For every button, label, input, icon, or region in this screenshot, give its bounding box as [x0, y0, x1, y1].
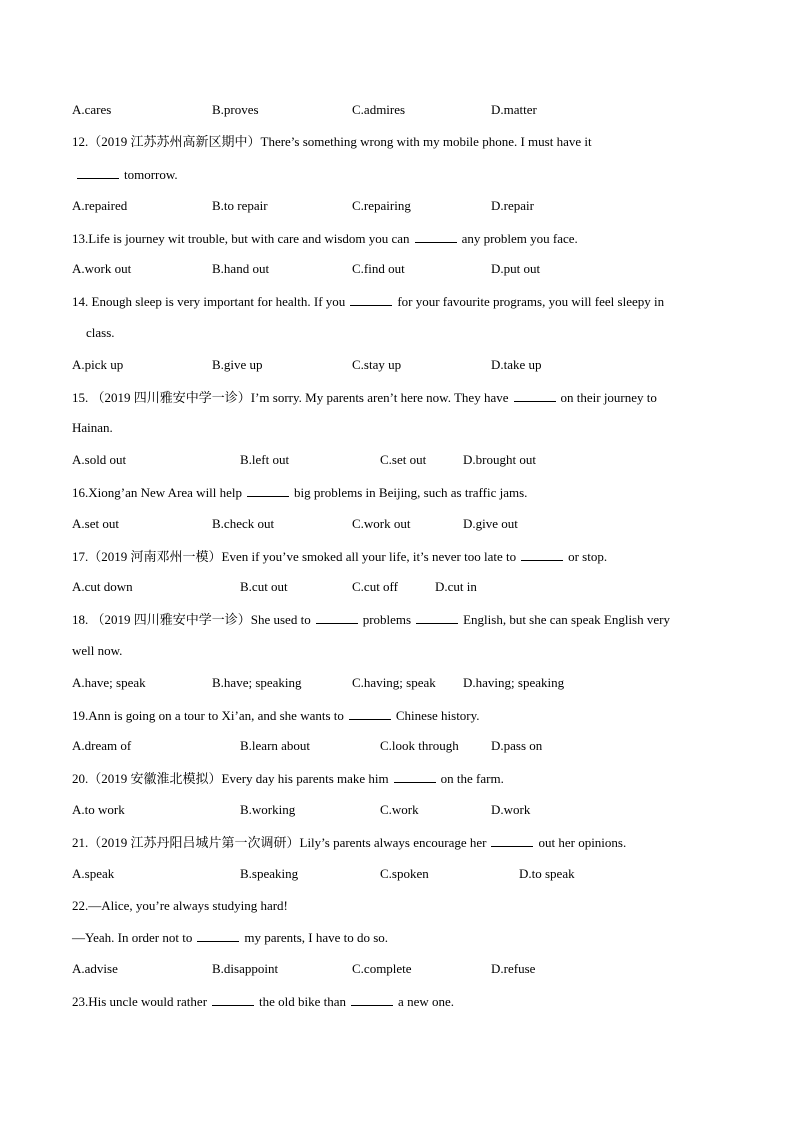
question-text: [86, 325, 115, 341]
answer-blank: [394, 770, 436, 783]
answer-option: B.speaking: [240, 866, 299, 881]
answer-option: B.to repair: [212, 198, 268, 213]
question-segment: 19.Ann is going on a tour to Xi’an, and she wants to: [72, 708, 344, 723]
answer-option: B.proves: [212, 102, 259, 117]
question-text: [72, 134, 592, 150]
answer-options: [0, 866, 794, 882]
answer-option: C.find out: [352, 261, 405, 276]
answer-option: D.having; speaking: [463, 675, 565, 690]
answer-blank: [77, 166, 119, 179]
question-segment: big problems in Beijing, such as traffic jams.: [294, 485, 528, 500]
answer-option: C.cut off: [352, 579, 398, 594]
question-text: [72, 230, 578, 246]
question-segment: problems: [362, 612, 412, 627]
answer-blank: [349, 707, 391, 720]
answer-blank: [415, 230, 457, 243]
question-text: [72, 770, 504, 786]
question-segment: for your favourite programs, you will feel sleepy in: [397, 294, 665, 309]
answer-options: [0, 516, 794, 532]
answer-blank: [212, 993, 254, 1006]
question-segment: English, but she can speak English very: [463, 612, 670, 627]
question-segment: 14. Enough sleep is very important for health. If you: [72, 294, 346, 309]
answer-option: D.take up: [491, 357, 542, 372]
answer-option: A.have; speak: [72, 675, 146, 690]
question-segment: 21.（2019 江苏丹阳吕城片第一次调研）Lily’s parents always encourage her: [72, 835, 487, 850]
answer-option: A.dream of: [72, 738, 132, 753]
answer-option: D.matter: [491, 102, 537, 117]
answer-option: D.put out: [491, 261, 541, 276]
answer-blank: [521, 548, 563, 561]
answer-option: B.left out: [240, 452, 290, 467]
answer-option: D.give out: [463, 516, 518, 531]
question-segment: my parents, I have to do so.: [244, 930, 389, 945]
answer-blank: [351, 993, 393, 1006]
answer-option: A.cut down: [72, 579, 133, 594]
answer-option: A.work out: [72, 261, 132, 276]
answer-option: B.learn about: [240, 738, 311, 753]
answer-option: A.set out: [72, 516, 119, 531]
question-text: [72, 898, 288, 914]
question-segment: the old bike than: [259, 994, 347, 1009]
question-segment: a new one.: [398, 994, 454, 1009]
question-segment: 13.Life is journey wit trouble, but with care and wisdom you can: [72, 231, 410, 246]
answer-option: C.repairing: [352, 198, 411, 213]
question-segment: —Yeah. In order not to: [72, 930, 193, 945]
question-text: [72, 643, 122, 659]
answer-option: A.repaired: [72, 198, 128, 213]
answer-option: D.cut in: [435, 579, 477, 594]
answer-options: [0, 452, 794, 468]
answer-option: B.disappoint: [212, 961, 279, 976]
answer-options: [0, 802, 794, 818]
question-text: [72, 834, 626, 850]
question-segment: 17.（2019 河南邓州一模）Even if you’ve smoked all your life, it’s never too late to: [72, 549, 517, 564]
answer-options: [0, 738, 794, 754]
answer-option: A.sold out: [72, 452, 127, 467]
answer-blank: [350, 293, 392, 306]
question-segment: 20.（2019 安徽淮北模拟）Every day his parents make him: [72, 771, 389, 786]
question-text: [72, 420, 113, 436]
answer-option: D.pass on: [491, 738, 543, 753]
answer-option: D.work: [491, 802, 531, 817]
answer-blank: [247, 484, 289, 497]
answer-option: B.working: [240, 802, 296, 817]
answer-blank: [491, 834, 533, 847]
answer-options: [0, 102, 794, 118]
question-segment: 15. （2019 四川雅安中学一诊）I’m sorry. My parents aren’t here now. They have: [72, 390, 509, 405]
question-segment: on the farm.: [440, 771, 504, 786]
question-segment: class.: [86, 325, 115, 340]
question-segment: well now.: [72, 643, 123, 658]
question-text: [72, 484, 527, 500]
question-segment: 12.（2019 江苏苏州高新区期中）There’s something wrong with my mobile phone. I must have it: [72, 134, 592, 149]
answer-option: C.look through: [380, 738, 459, 753]
answer-option: B.give up: [212, 357, 263, 372]
question-text: [72, 166, 178, 182]
answer-option: C.admires: [352, 102, 406, 117]
answer-options: [0, 198, 794, 214]
answer-option: B.cut out: [240, 579, 288, 594]
answer-option: C.set out: [380, 452, 427, 467]
question-text: [72, 707, 480, 723]
answer-option: A.speak: [72, 866, 115, 881]
question-segment: 18. （2019 四川雅安中学一诊）She used to: [72, 612, 311, 627]
answer-option: A.to work: [72, 802, 125, 817]
answer-option: D.refuse: [491, 961, 536, 976]
question-segment: 16.Xiong’an New Area will help: [72, 485, 243, 500]
answer-option: D.brought out: [463, 452, 536, 467]
answer-options: [0, 675, 794, 691]
answer-option: D.repair: [491, 198, 534, 213]
question-segment: 22.—Alice, you’re always studying hard!: [72, 898, 288, 913]
answer-option: C.complete: [352, 961, 412, 976]
answer-option: B.check out: [212, 516, 275, 531]
answer-option: C.stay up: [352, 357, 402, 372]
question-segment: tomorrow.: [124, 167, 178, 182]
question-segment: out her opinions.: [538, 835, 627, 850]
answer-option: C.having; speak: [352, 675, 436, 690]
answer-option: A.advise: [72, 961, 118, 976]
question-text: [72, 993, 454, 1009]
answer-option: C.work: [380, 802, 419, 817]
answer-options: [0, 261, 794, 277]
answer-option: B.hand out: [212, 261, 270, 276]
question-segment: or stop.: [568, 549, 608, 564]
answer-blank: [514, 389, 556, 402]
answer-option: C.work out: [352, 516, 411, 531]
answer-option: A.cares: [72, 102, 112, 117]
question-text: [72, 611, 670, 627]
question-segment: any problem you face.: [461, 231, 578, 246]
question-segment: Hainan.: [72, 420, 113, 435]
answer-blank: [416, 611, 458, 624]
answer-blank: [316, 611, 358, 624]
question-segment: 23.His uncle would rather: [72, 994, 208, 1009]
answer-options: [0, 357, 794, 373]
question-segment: Chinese history.: [395, 708, 480, 723]
answer-option: B.have; speaking: [212, 675, 302, 690]
answer-options: [0, 579, 794, 595]
question-text: [72, 389, 657, 405]
question-text: [72, 548, 607, 564]
question-text: [72, 293, 664, 309]
answer-option: C.spoken: [380, 866, 429, 881]
answer-options: [0, 961, 794, 977]
question-segment: on their journey to: [560, 390, 657, 405]
answer-blank: [197, 929, 239, 942]
answer-option: A.pick up: [72, 357, 124, 372]
answer-option: D.to speak: [519, 866, 575, 881]
question-text: [72, 929, 388, 945]
